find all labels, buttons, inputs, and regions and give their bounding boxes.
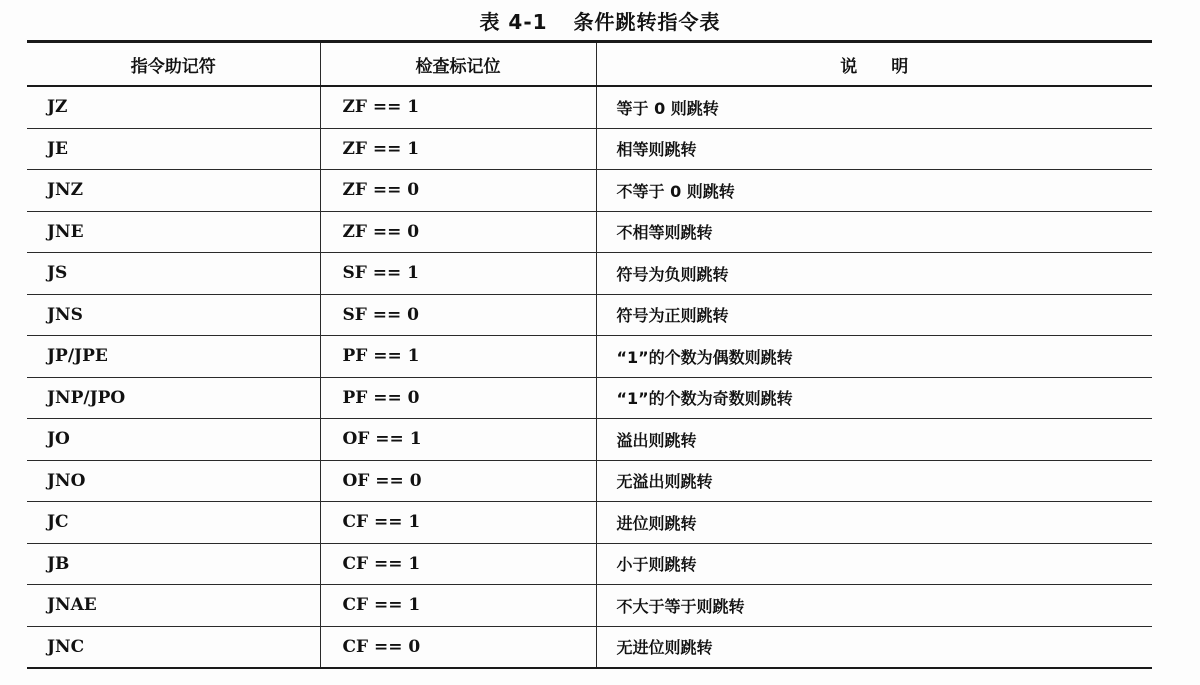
mnemonic-cell: JP/JPE bbox=[27, 336, 320, 378]
flag-cell: ZF == 0 bbox=[320, 211, 596, 253]
table-row bbox=[27, 170, 1152, 212]
table-row bbox=[27, 585, 1152, 627]
mnemonic-cell: JNP/JPO bbox=[27, 377, 320, 419]
flag-cell: OF == 0 bbox=[320, 460, 596, 502]
jump-instruction-table bbox=[27, 40, 1152, 669]
flag-cell: CF == 1 bbox=[320, 585, 596, 627]
flag-cell: CF == 1 bbox=[320, 502, 596, 544]
description-cell: 无进位则跳转 bbox=[596, 626, 1152, 668]
mnemonic-cell: JO bbox=[27, 419, 320, 461]
mnemonic-cell: JNC bbox=[27, 626, 320, 668]
header-mnemonic: 指令助记符 bbox=[27, 42, 320, 87]
description-cell: “1”的个数为偶数则跳转 bbox=[596, 336, 1152, 378]
flag-cell: OF == 1 bbox=[320, 419, 596, 461]
description-cell: 等于 0 则跳转 bbox=[596, 86, 1152, 128]
mnemonic-cell: JC bbox=[27, 502, 320, 544]
flag-cell: SF == 1 bbox=[320, 253, 596, 295]
mnemonic-cell: JB bbox=[27, 543, 320, 585]
table-number: 表 4-1 bbox=[479, 10, 548, 34]
flag-cell: ZF == 1 bbox=[320, 128, 596, 170]
description-cell: 不大于等于则跳转 bbox=[596, 585, 1152, 627]
description-cell: 相等则跳转 bbox=[596, 128, 1152, 170]
header-row bbox=[27, 42, 1152, 87]
table-row bbox=[27, 419, 1152, 461]
mnemonic-cell: JNS bbox=[27, 294, 320, 336]
description-cell: 符号为负则跳转 bbox=[596, 253, 1152, 295]
table-row bbox=[27, 336, 1152, 378]
table-row bbox=[27, 294, 1152, 336]
header-description: 说 明 bbox=[596, 42, 1152, 87]
flag-cell: PF == 1 bbox=[320, 336, 596, 378]
table-row bbox=[27, 253, 1152, 295]
header-flag: 检查标记位 bbox=[320, 42, 596, 87]
description-cell: 小于则跳转 bbox=[596, 543, 1152, 585]
description-cell: 不等于 0 则跳转 bbox=[596, 170, 1152, 212]
flag-cell: CF == 1 bbox=[320, 543, 596, 585]
table-row bbox=[27, 502, 1152, 544]
mnemonic-cell: JNO bbox=[27, 460, 320, 502]
description-cell: 进位则跳转 bbox=[596, 502, 1152, 544]
description-cell: 无溢出则跳转 bbox=[596, 460, 1152, 502]
table-row bbox=[27, 543, 1152, 585]
table-row bbox=[27, 86, 1152, 128]
table-caption bbox=[0, 6, 1200, 35]
table-row bbox=[27, 460, 1152, 502]
mnemonic-cell: JS bbox=[27, 253, 320, 295]
flag-cell: ZF == 1 bbox=[320, 86, 596, 128]
mnemonic-cell: JZ bbox=[27, 86, 320, 128]
mnemonic-cell: JNAE bbox=[27, 585, 320, 627]
description-cell: 溢出则跳转 bbox=[596, 419, 1152, 461]
mnemonic-cell: JE bbox=[27, 128, 320, 170]
table-row bbox=[27, 211, 1152, 253]
table-row bbox=[27, 128, 1152, 170]
flag-cell: SF == 0 bbox=[320, 294, 596, 336]
mnemonic-cell: JNE bbox=[27, 211, 320, 253]
mnemonic-cell: JNZ bbox=[27, 170, 320, 212]
description-cell: “1”的个数为奇数则跳转 bbox=[596, 377, 1152, 419]
flag-cell: ZF == 0 bbox=[320, 170, 596, 212]
table-row bbox=[27, 626, 1152, 668]
table-row bbox=[27, 377, 1152, 419]
description-cell: 符号为正则跳转 bbox=[596, 294, 1152, 336]
flag-cell: CF == 0 bbox=[320, 626, 596, 668]
table-title: 条件跳转指令表 bbox=[573, 10, 721, 34]
flag-cell: PF == 0 bbox=[320, 377, 596, 419]
description-cell: 不相等则跳转 bbox=[596, 211, 1152, 253]
